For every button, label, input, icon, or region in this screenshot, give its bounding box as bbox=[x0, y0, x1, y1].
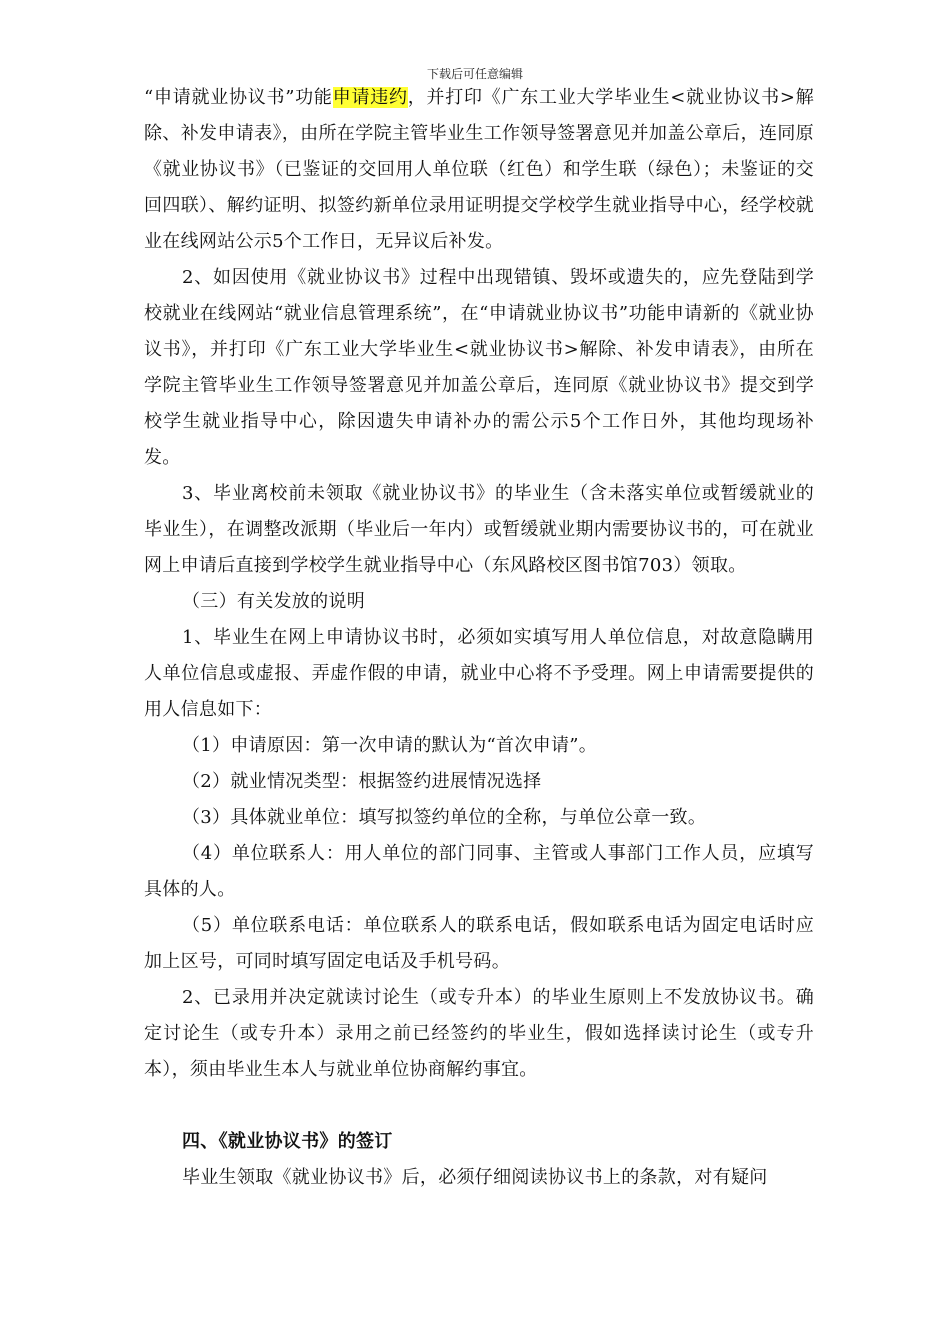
paragraph-issuance-1: 1、毕业生在网上申请协议书时，必须如实填写用人单位信息，对故意隐瞒用人单位信息或虚报、弄虚作假的申请，就业中心将不予受理。网上申请需要提供的用人信息如下： bbox=[144, 627, 814, 720]
paragraph-apply-breach bbox=[144, 80, 814, 260]
list-item: （3）具体就业单位：填写拟签约单位的全称，与单位公章一致。 bbox=[182, 807, 707, 828]
spacer bbox=[144, 1088, 814, 1124]
paragraph-text: ，并打印《广东工业大学毕业生<就业协议书>解除、补发申请表》，由所在学院主管毕业生工作领导签署意见并加盖公章后，连同原《就业协议书》（已鉴证的交回用人单位联（红色）和学生联（绿色）；未鉴证的交回四联）、解约证明、拟签约新单位录用证明提交学校学生就业指导中心，经学校就业在线网站公示5个工作日，无异议后补发。 bbox=[144, 87, 814, 252]
page-header: 下载后可任意编辑 bbox=[426, 67, 523, 81]
list-item: （4）单位联系人：用人单位的部门同事、主管或人事部门工作人员，应填写具体的人。 bbox=[144, 843, 814, 900]
section-subtitle: （三）有关发放的说明 bbox=[182, 591, 365, 612]
paragraph-item-2: 2、如因使用《就业协议书》过程中出现错镇、毁坏或遗失的，应先登陆到学校就业在线网站“就业信息管理系统”，在“申请就业协议书”功能申请新的《就业协议书》，并打印《广东工业大学毕业生<就业协议书>解除、补发申请表》，由所在学院主管毕业生工作领导签署意见并加盖公章后，连同原《就业协议书》提交到学校学生就业指导中心，除因遗失申请补办的需公示5个工作日外，其他均现场补发。 bbox=[144, 267, 814, 468]
paragraph-item-3: 3、毕业离校前未领取《就业协议书》的毕业生（含未落实单位或暂缓就业的毕业生），在调整改派期（毕业后一年内）或暂缓就业期内需要协议书的，可在就业网上申请后直接到学校学生就业指导中心（东风路校区图书馆703）领取。 bbox=[144, 483, 814, 576]
list-item: （5）单位联系电话：单位联系人的联系电话，假如联系电话为固定电话时应加上区号，可同时填写固定电话及手机号码。 bbox=[144, 915, 814, 972]
paragraph-issuance-2: 2、已录用并决定就读讨论生（或专升本）的毕业生原则上不发放协议书。确定讨论生（或专升本）录用之前已经签约的毕业生，假如选择读讨论生（或专升本），须由毕业生本人与就业单位协商解约事宜。 bbox=[144, 987, 814, 1080]
paragraph-signing: 毕业生领取《就业协议书》后，必须仔细阅读协议书上的条款，对有疑问 bbox=[182, 1167, 768, 1188]
section-heading: 四、《就业协议书》的签订 bbox=[182, 1131, 393, 1152]
document-body bbox=[144, 80, 814, 1196]
list-item: （1）申请原因：第一次申请的默认为“首次申请”。 bbox=[182, 735, 598, 756]
highlighted-text: 申请违约 bbox=[332, 87, 408, 108]
list-item: （2）就业情况类型：根据签约进展情况选择 bbox=[182, 771, 542, 792]
paragraph-text: “申请就业协议书”功能 bbox=[144, 87, 333, 108]
